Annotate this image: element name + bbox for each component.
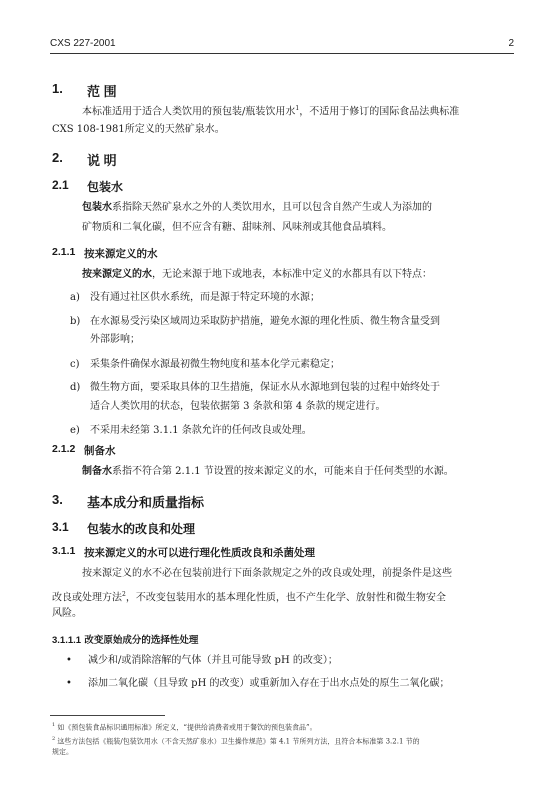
- section-number: 1.: [52, 81, 63, 96]
- section-2-1-1-heading: 2.1.1 按来源定义的水: [52, 246, 158, 260]
- criteria-list: a) 没有通过社区供水系统，而是源于特定环境的水源； b) 在水源易受污染区域周边采取防护措施，避免水源的理化性质、微生物含量受到 外部影响； c) 采集条件确保水源最初微生物纯度和基本化学元素稳定； d) 微生物方面，要采取具体的卫生措施，保证水从水源地到包装的过程中始终处于 适合人类饮用的状态，包装依据第 3 条款和第 4 条款的规定进行。 e) 不采用未经第 3.1.1 条款允许的任何改良或处理。: [70, 287, 520, 467]
- footnote-mark: 1: [52, 722, 56, 728]
- item-label: e): [70, 425, 80, 436]
- definition-continued: 矿物质和二氧化碳，但不应含有糖、甜味剂、风味剂或其他食品填料。: [82, 222, 392, 233]
- paragraph-continued: 风险。: [52, 608, 82, 619]
- defined-term: 制备水: [82, 466, 112, 477]
- section-3-heading: 3. 基本成分和质量指标: [52, 492, 205, 510]
- section-2-heading: 2. 说 明: [52, 150, 117, 168]
- definition-paragraph: 包装水系指除天然矿泉水之外的人类饮用水，且可以包含自然产生或人为添加的: [82, 202, 432, 213]
- definition-paragraph: 按来源定义的水，无论来源于地下或地表，本标准中定义的水都具有以下特点：: [82, 269, 432, 280]
- paragraph-continued: 改良或处理方法$^2$，不改变包装用水的基本理化性质，也不产生化学、放射性和微生物安全: [52, 591, 446, 604]
- section-2-1-heading: 2.1 包装水: [52, 178, 124, 194]
- item-label: c): [70, 359, 80, 370]
- item-label: a): [70, 292, 80, 303]
- footnote-ref: 2: [122, 591, 126, 598]
- footnote-divider: [50, 715, 165, 716]
- defined-term: 包装水: [82, 202, 112, 213]
- paragraph: 本标准适用于适合人类饮用的预包装/瓶装饮用水$^1$，不适用于修订的国际食品法典标准: [82, 105, 460, 118]
- defined-term: 按来源定义的水: [82, 269, 152, 280]
- definition-paragraph: 制备水系指不符合第 2.1.1 节设置的按来源定义的水，可能来自于任何类型的水源。: [82, 466, 454, 477]
- paragraph-continued: CXS 108-1981所定义的天然矿泉水。: [52, 124, 225, 135]
- footnote: $^2$ 这些方法包括《瓶装/包装饮用水（不含天然矿泉水）卫生操作规范》第 4.1 节所列方法，且符合本标准第 3.2.1 节的: [52, 736, 420, 746]
- list-item-continued: 适合人类饮用的状态，包装依据第 3 条款和第 4 条款的规定进行。: [90, 401, 386, 412]
- bullet-list: • 减少和/或消除溶解的气体（并且可能导致 pH 的改变）； • 添加二氧化碳（且导致 pH 的改变）或重新加入存在于出水点处的原生二氧化碳；: [66, 650, 526, 698]
- paragraph: 按来源定义的水不必在包装前进行下面条款规定之外的改良或处理，前提条件是这些: [82, 568, 452, 579]
- footnote-ref: 1: [295, 105, 300, 112]
- page-header: [50, 37, 514, 54]
- footnote: $^1$ 如《预包装食品标识通用标准》所定义，“提供给消费者或用于餐饮的预包装食品”。: [52, 722, 317, 732]
- section-3-1-1-1-heading: 3.1.1.1 改变原始成分的选择性处理: [52, 635, 199, 646]
- bullet-icon: •: [66, 678, 72, 689]
- section-2-1-2-heading: 2.1.2 制备水: [52, 443, 116, 457]
- page-number: 2: [508, 38, 514, 49]
- list-item-continued: 外部影响；: [90, 334, 140, 345]
- footnote-continued: 规定。: [52, 748, 73, 756]
- section-1-heading: [52, 81, 452, 97]
- item-label: b): [70, 316, 81, 327]
- section-title: 范 围: [87, 84, 117, 99]
- standard-code: CXS 227-2001: [50, 38, 116, 49]
- item-label: d): [70, 382, 81, 393]
- section-3-1-heading: 3.1 包装水的改良和处理: [52, 520, 196, 536]
- bullet-icon: •: [66, 655, 72, 666]
- section-3-1-1-heading: 3.1.1 按来源定义的水可以进行理化性质改良和杀菌处理: [52, 545, 315, 559]
- footnote-mark: 2: [52, 736, 56, 742]
